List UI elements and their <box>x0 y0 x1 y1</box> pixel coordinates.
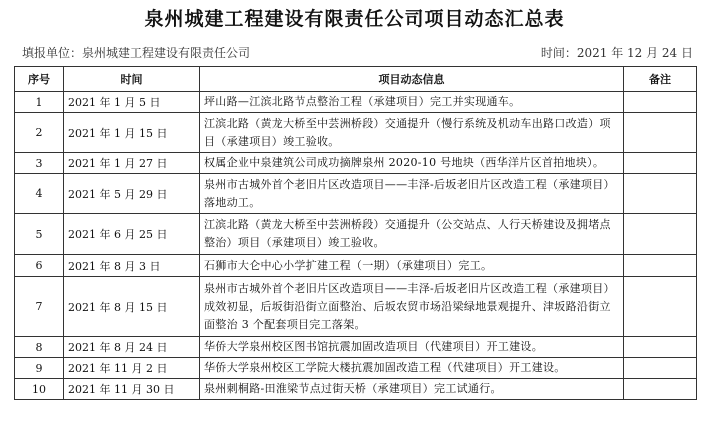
cell-note <box>624 113 697 153</box>
cell-no: 9 <box>15 358 64 379</box>
reporting-unit: 填报单位：泉州城建工程建设有限责任公司 <box>22 46 251 60</box>
cell-date: 2021 年 5 月 29 日 <box>64 174 200 214</box>
table-row <box>15 174 697 214</box>
cell-info: 石狮市大仑中心小学扩建工程（一期）（承建项目）完工。 <box>200 255 624 277</box>
table-row <box>15 113 697 153</box>
cell-no: 8 <box>15 337 64 358</box>
cell-date: 2021 年 11 月 30 日 <box>64 379 200 400</box>
cell-date: 2021 年 1 月 15 日 <box>64 113 200 153</box>
cell-info: 坪山路—江滨北路节点整治工程（承建项目）完工并实现通车。 <box>200 92 624 113</box>
cell-note <box>624 358 697 379</box>
cell-info: 华侨大学泉州校区图书馆抗震加固改造项目（代建项目）开工建设。 <box>200 337 624 358</box>
table-row <box>15 255 697 277</box>
cell-info: 华侨大学泉州校区工学院大楼抗震加固改造工程（代建项目）开工建设。 <box>200 358 624 379</box>
cell-note <box>624 92 697 113</box>
cell-no: 5 <box>15 214 64 255</box>
cell-no: 2 <box>15 113 64 153</box>
page-title: 泉州城建工程建设有限责任公司项目动态汇总表 <box>144 8 565 30</box>
table-row <box>15 214 697 255</box>
cell-info: 江滨北路（黄龙大桥至中芸洲桥段）交通提升（慢行系统及机动车出路口改造）项目（承建项目）竣工验收。 <box>200 113 624 153</box>
cell-no: 7 <box>15 277 64 337</box>
table-row <box>15 92 697 113</box>
project-summary-table <box>14 66 697 400</box>
cell-note <box>624 153 697 174</box>
cell-info: 权属企业中泉建筑公司成功摘牌泉州 2020-10 号地块（西华洋片区首拍地块）。 <box>200 153 624 174</box>
table-row <box>15 277 697 337</box>
cell-note <box>624 255 697 277</box>
cell-date: 2021 年 1 月 5 日 <box>64 92 200 113</box>
table-header-row <box>15 67 697 92</box>
report-date: 时间：2021 年 12 月 24 日 <box>540 46 693 60</box>
cell-info: 泉州市古城外首个老旧片区改造项目——丰泽-后坂老旧片区改造工程（承建项目）成效初显，后坂街沿街立面整治、后坂农贸市场沿梁绿地景观提升、津坂路沿街立面整治 3 个配套项目完工落架。 <box>200 277 624 337</box>
cell-date: 2021 年 8 月 3 日 <box>64 255 200 277</box>
cell-note <box>624 277 697 337</box>
cell-info: 泉州市古城外首个老旧片区改造项目——丰泽-后坂老旧片区改造工程（承建项目）落地动工。 <box>200 174 624 214</box>
table-row <box>15 379 697 400</box>
cell-note <box>624 174 697 214</box>
table-row <box>15 153 697 174</box>
table-row <box>15 337 697 358</box>
cell-no: 4 <box>15 174 64 214</box>
cell-date: 2021 年 8 月 15 日 <box>64 277 200 337</box>
cell-info: 泉州刺桐路-田淮梁节点过街天桥（承建项目）完工试通行。 <box>200 379 624 400</box>
cell-note <box>624 214 697 255</box>
table-row <box>15 358 697 379</box>
cell-no: 10 <box>15 379 64 400</box>
cell-date: 2021 年 11 月 2 日 <box>64 358 200 379</box>
cell-note <box>624 337 697 358</box>
cell-date: 2021 年 1 月 27 日 <box>64 153 200 174</box>
header-no: 序号 <box>15 67 64 92</box>
header-info: 项目动态信息 <box>200 67 624 92</box>
cell-info: 江滨北路（黄龙大桥至中芸洲桥段）交通提升（公交站点、人行天桥建设及拥堵点整治）项目（承建项目）竣工验收。 <box>200 214 624 255</box>
cell-note <box>624 379 697 400</box>
cell-date: 2021 年 6 月 25 日 <box>64 214 200 255</box>
header-note: 备注 <box>624 67 697 92</box>
cell-no: 1 <box>15 92 64 113</box>
header-date: 时间 <box>64 67 200 92</box>
cell-date: 2021 年 8 月 24 日 <box>64 337 200 358</box>
cell-no: 6 <box>15 255 64 277</box>
cell-no: 3 <box>15 153 64 174</box>
